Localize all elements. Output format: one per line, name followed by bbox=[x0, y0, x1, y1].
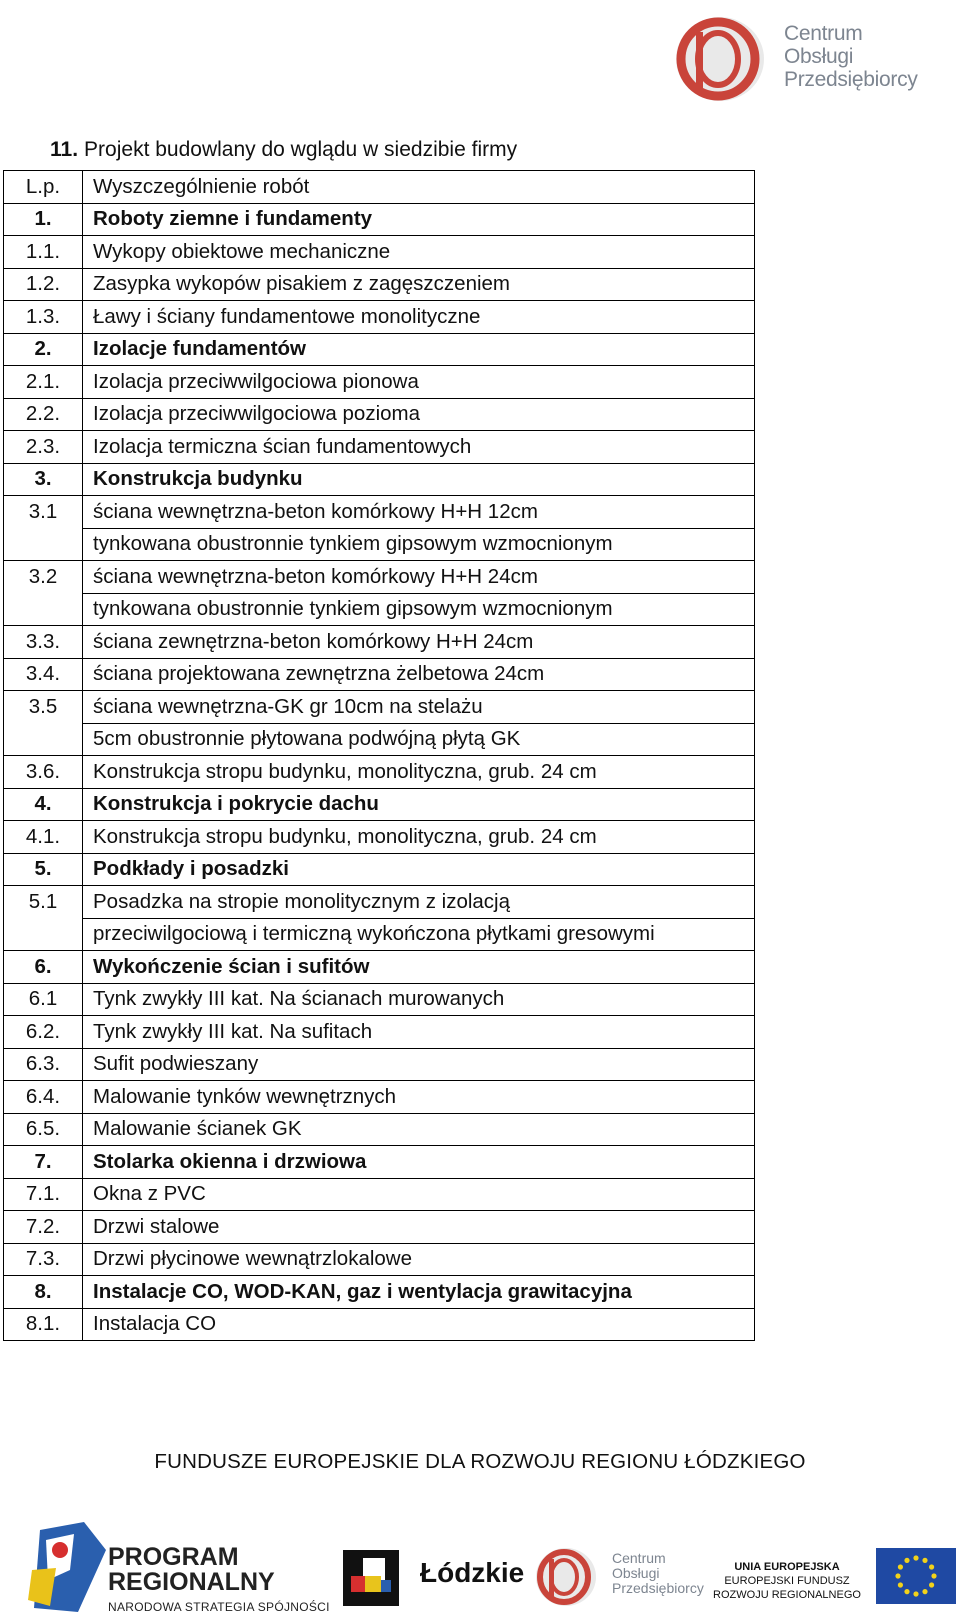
row-lp: 7.1. bbox=[4, 1178, 83, 1211]
row-desc: ściana wewnętrzna-beton komórkowy H+H 12cm bbox=[83, 496, 755, 529]
program-regionalny-logo-icon bbox=[26, 1520, 106, 1612]
row-desc: Drzwi stalowe bbox=[83, 1211, 755, 1244]
row-lp: 3.3. bbox=[4, 626, 83, 659]
row-desc: Ławy i ściany fundamentowe monolityczne bbox=[83, 301, 755, 334]
header-logo bbox=[672, 4, 928, 108]
table-row bbox=[4, 301, 755, 334]
row-lp: 8.1. bbox=[4, 1308, 83, 1341]
row-lp: 1.3. bbox=[4, 301, 83, 334]
table-row bbox=[4, 626, 755, 659]
section-row bbox=[4, 463, 755, 496]
row-desc: Izolacja przeciwwilgociowa pionowa bbox=[83, 366, 755, 399]
row-desc: Posadzka na stropie monolitycznym z izolacją bbox=[83, 886, 755, 919]
row-lp: 5.1 bbox=[4, 886, 83, 951]
row-desc: Wykopy obiektowe mechaniczne bbox=[83, 236, 755, 269]
table-row bbox=[4, 1113, 755, 1146]
row-lp: 8. bbox=[4, 1276, 83, 1309]
row-lp: 6. bbox=[4, 951, 83, 984]
section-row bbox=[4, 1276, 755, 1309]
table-row bbox=[4, 1081, 755, 1114]
centrum-obslugi-footer-icon bbox=[534, 1546, 598, 1608]
header-lp: L.p. bbox=[4, 171, 83, 204]
program-regionalny-subtitle: NARODOWA STRATEGIA SPÓJNOŚCI bbox=[108, 1600, 330, 1614]
row-lp: 7.2. bbox=[4, 1211, 83, 1244]
table-row bbox=[4, 1178, 755, 1211]
row-desc: ściana wewnętrzna-beton komórkowy H+H 24cm bbox=[83, 561, 755, 594]
row-desc: Drzwi płycinowe wewnątrzlokalowe bbox=[83, 1243, 755, 1276]
row-lp: 3.4. bbox=[4, 658, 83, 691]
heading-text: Projekt budowlany do wglądu w siedzibie firmy bbox=[84, 138, 518, 161]
row-lp: 2.3. bbox=[4, 431, 83, 464]
row-desc: Podkłady i posadzki bbox=[83, 853, 755, 886]
row-desc: ściana wewnętrzna-GK gr 10cm na stelażu bbox=[83, 691, 755, 724]
table-header-row bbox=[4, 171, 755, 204]
eu-star bbox=[898, 1582, 903, 1587]
eu-star bbox=[922, 1589, 927, 1594]
section-row bbox=[4, 788, 755, 821]
heading-number: 11. bbox=[50, 138, 79, 161]
row-desc: Izolacja termiczna ścian fundamentowych bbox=[83, 431, 755, 464]
row-desc: Tynk zwykły III kat. Na sufitach bbox=[83, 1016, 755, 1049]
row-desc: Instalacje CO, WOD-KAN, gaz i wentylacja grawitacyjna bbox=[83, 1276, 755, 1309]
eu-star bbox=[904, 1589, 909, 1594]
table-row bbox=[4, 1243, 755, 1276]
eu-star bbox=[904, 1558, 909, 1563]
section-row bbox=[4, 1146, 755, 1179]
row-desc: Roboty ziemne i fundamenty bbox=[83, 203, 755, 236]
eu-star bbox=[913, 1591, 918, 1596]
row-desc-continuation: przeciwilgociową i termiczną wykończona płytkami gresowymi bbox=[83, 918, 755, 951]
table-row bbox=[4, 366, 755, 399]
table-row bbox=[4, 1016, 755, 1049]
row-lp: 7. bbox=[4, 1146, 83, 1179]
row-desc: Tynk zwykły III kat. Na ścianach murowanych bbox=[83, 983, 755, 1016]
centrum-obslugi-footer-text: Centrum Obsługi Przedsiębiorcy bbox=[612, 1550, 704, 1596]
row-desc: Izolacja przeciwwilgociowa pozioma bbox=[83, 398, 755, 431]
row-lp: 3.5 bbox=[4, 691, 83, 756]
row-desc: Stolarka okienna i drzwiowa bbox=[83, 1146, 755, 1179]
table-row bbox=[4, 1308, 755, 1341]
eu-text: UNIA EUROPEJSKA EUROPEJSKI FUNDUSZ ROZWOJU REGIONALNEGO bbox=[713, 1561, 861, 1601]
section-heading bbox=[50, 138, 517, 162]
row-lp: 4.1. bbox=[4, 821, 83, 854]
row-lp: 6.1 bbox=[4, 983, 83, 1016]
table-row bbox=[4, 236, 755, 269]
header-desc: Wyszczególnienie robót bbox=[83, 171, 755, 204]
row-desc: Instalacja CO bbox=[83, 1308, 755, 1341]
section-row bbox=[4, 203, 755, 236]
table-row-continuation bbox=[4, 918, 755, 951]
table-row-continuation bbox=[4, 528, 755, 561]
row-lp: 1.2. bbox=[4, 268, 83, 301]
row-lp: 2.1. bbox=[4, 366, 83, 399]
table-row bbox=[4, 983, 755, 1016]
row-desc: Konstrukcja stropu budynku, monolityczna, grub. 24 cm bbox=[83, 821, 755, 854]
table-row bbox=[4, 1211, 755, 1244]
row-desc: Izolacje fundamentów bbox=[83, 333, 755, 366]
row-desc: Malowanie ścianek GK bbox=[83, 1113, 755, 1146]
row-desc: ściana zewnętrzna-beton komórkowy H+H 24cm bbox=[83, 626, 755, 659]
eu-star bbox=[922, 1558, 927, 1563]
row-desc: Konstrukcja i pokrycie dachu bbox=[83, 788, 755, 821]
table-row bbox=[4, 821, 755, 854]
row-desc: ściana projektowana zewnętrzna żelbetowa 24cm bbox=[83, 658, 755, 691]
row-lp: 1.1. bbox=[4, 236, 83, 269]
row-desc: Okna z PVC bbox=[83, 1178, 755, 1211]
section-row bbox=[4, 333, 755, 366]
row-lp: 5. bbox=[4, 853, 83, 886]
table-row bbox=[4, 886, 755, 919]
row-lp: 6.4. bbox=[4, 1081, 83, 1114]
row-lp: 3.2 bbox=[4, 561, 83, 626]
row-lp: 6.3. bbox=[4, 1048, 83, 1081]
table-row bbox=[4, 658, 755, 691]
program-regionalny-text: PROGRAM REGIONALNY bbox=[108, 1543, 275, 1596]
row-desc: Konstrukcja budynku bbox=[83, 463, 755, 496]
row-desc-continuation: tynkowana obustronnie tynkiem gipsowym wzmocnionym bbox=[83, 593, 755, 626]
lodzkie-logo-icon bbox=[343, 1550, 399, 1606]
table-row bbox=[4, 398, 755, 431]
row-desc: Konstrukcja stropu budynku, monolityczna, grub. 24 cm bbox=[83, 756, 755, 789]
row-desc: Wykończenie ścian i sufitów bbox=[83, 951, 755, 984]
header-logo-text: Centrum Obsługi Przedsiębiorcy bbox=[784, 22, 918, 91]
row-lp: 6.5. bbox=[4, 1113, 83, 1146]
table-row bbox=[4, 268, 755, 301]
row-desc: Malowanie tynków wewnętrznych bbox=[83, 1081, 755, 1114]
table-row bbox=[4, 561, 755, 594]
row-lp: 7.3. bbox=[4, 1243, 83, 1276]
row-lp: 4. bbox=[4, 788, 83, 821]
row-lp: 1. bbox=[4, 203, 83, 236]
eu-star bbox=[929, 1582, 934, 1587]
row-lp: 3.6. bbox=[4, 756, 83, 789]
centrum-obslugi-logo-icon bbox=[672, 12, 776, 104]
row-desc-continuation: 5cm obustronnie płytowana podwójną płytą GK bbox=[83, 723, 755, 756]
eu-flag-icon bbox=[876, 1548, 956, 1604]
table-row-continuation bbox=[4, 593, 755, 626]
table-row bbox=[4, 1048, 755, 1081]
table-row bbox=[4, 431, 755, 464]
row-lp: 3.1 bbox=[4, 496, 83, 561]
table-row-continuation bbox=[4, 723, 755, 756]
row-desc-continuation: tynkowana obustronnie tynkiem gipsowym wzmocnionym bbox=[83, 528, 755, 561]
row-desc: Sufit podwieszany bbox=[83, 1048, 755, 1081]
section-row bbox=[4, 853, 755, 886]
row-lp: 2. bbox=[4, 333, 83, 366]
lodzkie-text: Łódzkie bbox=[420, 1557, 525, 1588]
row-lp: 6.2. bbox=[4, 1016, 83, 1049]
eu-star bbox=[929, 1564, 934, 1569]
table-row bbox=[4, 691, 755, 724]
eu-star bbox=[895, 1573, 900, 1578]
eu-star bbox=[898, 1564, 903, 1569]
works-table bbox=[3, 170, 755, 1341]
row-desc: Zasypka wykopów pisakiem z zagęszczeniem bbox=[83, 268, 755, 301]
table-row bbox=[4, 756, 755, 789]
footer-caption: FUNDUSZE EUROPEJSKIE DLA ROZWOJU REGIONU ŁÓDZKIEGO bbox=[154, 1450, 806, 1473]
eu-star bbox=[913, 1555, 918, 1560]
footer-logos bbox=[0, 1520, 960, 1620]
section-row bbox=[4, 951, 755, 984]
table-row bbox=[4, 496, 755, 529]
row-lp: 3. bbox=[4, 463, 83, 496]
row-lp: 2.2. bbox=[4, 398, 83, 431]
eu-star bbox=[931, 1573, 936, 1578]
